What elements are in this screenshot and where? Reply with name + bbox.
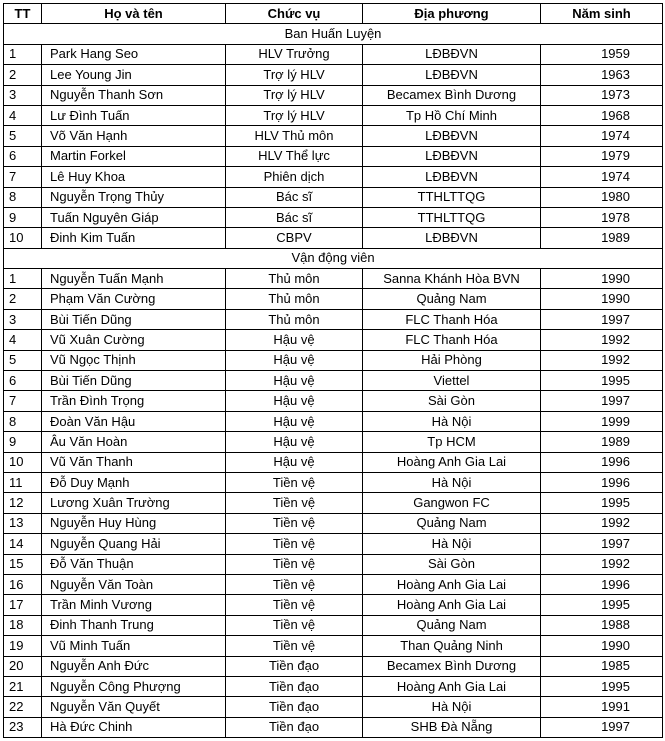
cell-role: Tiền đạo bbox=[226, 717, 363, 737]
cell-name: Nguyễn Văn Quyết bbox=[42, 697, 226, 717]
cell-place: Hà Nội bbox=[363, 472, 541, 492]
cell-tt: 23 bbox=[4, 717, 42, 737]
cell-tt: 6 bbox=[4, 146, 42, 166]
table-row bbox=[4, 656, 663, 676]
cell-place: TTHLTTQG bbox=[363, 187, 541, 207]
cell-tt: 2 bbox=[4, 65, 42, 85]
table-row bbox=[4, 676, 663, 696]
cell-tt: 21 bbox=[4, 676, 42, 696]
cell-place: Tp Hồ Chí Minh bbox=[363, 105, 541, 125]
cell-place: LĐBĐVN bbox=[363, 44, 541, 64]
cell-role: Trợ lý HLV bbox=[226, 85, 363, 105]
cell-tt: 1 bbox=[4, 269, 42, 289]
table-row bbox=[4, 350, 663, 370]
section-row bbox=[4, 248, 663, 268]
table-row bbox=[4, 717, 663, 737]
cell-role: Bác sĩ bbox=[226, 187, 363, 207]
cell-year: 1995 bbox=[541, 676, 663, 696]
table-row bbox=[4, 187, 663, 207]
table-row bbox=[4, 411, 663, 431]
cell-role: Tiền vệ bbox=[226, 554, 363, 574]
cell-year: 1997 bbox=[541, 717, 663, 737]
cell-name: Nguyễn Anh Đức bbox=[42, 656, 226, 676]
cell-role: Tiền vệ bbox=[226, 636, 363, 656]
cell-name: Park Hang Seo bbox=[42, 44, 226, 64]
roster-body bbox=[4, 24, 663, 738]
cell-place: LĐBĐVN bbox=[363, 126, 541, 146]
cell-role: Tiền vệ bbox=[226, 615, 363, 635]
header-row bbox=[4, 4, 663, 24]
cell-place: LĐBĐVN bbox=[363, 228, 541, 248]
cell-place: Tp HCM bbox=[363, 432, 541, 452]
cell-year: 1999 bbox=[541, 411, 663, 431]
cell-tt: 8 bbox=[4, 187, 42, 207]
cell-tt: 9 bbox=[4, 207, 42, 227]
cell-name: Vũ Ngọc Thịnh bbox=[42, 350, 226, 370]
table-row bbox=[4, 207, 663, 227]
cell-role: Tiền đạo bbox=[226, 656, 363, 676]
cell-name: Trần Đình Trọng bbox=[42, 391, 226, 411]
cell-place: Hà Nội bbox=[363, 697, 541, 717]
roster-table bbox=[3, 3, 663, 738]
header-tt: TT bbox=[4, 4, 42, 24]
cell-name: Đinh Thanh Trung bbox=[42, 615, 226, 635]
table-row bbox=[4, 534, 663, 554]
section-title: Ban Huấn Luyện bbox=[4, 24, 663, 44]
cell-year: 1990 bbox=[541, 636, 663, 656]
cell-role: Thủ môn bbox=[226, 309, 363, 329]
cell-name: Nguyễn Trọng Thủy bbox=[42, 187, 226, 207]
cell-year: 1995 bbox=[541, 493, 663, 513]
table-row bbox=[4, 432, 663, 452]
cell-name: Đoàn Văn Hậu bbox=[42, 411, 226, 431]
cell-year: 1996 bbox=[541, 452, 663, 472]
cell-role: Hậu vệ bbox=[226, 330, 363, 350]
cell-year: 1995 bbox=[541, 595, 663, 615]
cell-place: Quảng Nam bbox=[363, 615, 541, 635]
cell-tt: 12 bbox=[4, 493, 42, 513]
cell-place: Hoàng Anh Gia Lai bbox=[363, 574, 541, 594]
cell-place: Viettel bbox=[363, 371, 541, 391]
cell-tt: 7 bbox=[4, 167, 42, 187]
cell-name: Lư Đình Tuấn bbox=[42, 105, 226, 125]
table-row bbox=[4, 309, 663, 329]
cell-year: 1988 bbox=[541, 615, 663, 635]
cell-place: SHB Đà Nẵng bbox=[363, 717, 541, 737]
table-row bbox=[4, 126, 663, 146]
cell-name: Vũ Văn Thanh bbox=[42, 452, 226, 472]
cell-tt: 1 bbox=[4, 44, 42, 64]
cell-role: Hậu vệ bbox=[226, 391, 363, 411]
cell-name: Lương Xuân Trường bbox=[42, 493, 226, 513]
cell-year: 1996 bbox=[541, 472, 663, 492]
cell-role: Tiền vệ bbox=[226, 513, 363, 533]
cell-role: Tiền vệ bbox=[226, 493, 363, 513]
table-row bbox=[4, 697, 663, 717]
cell-role: Thủ môn bbox=[226, 269, 363, 289]
cell-place: Hà Nội bbox=[363, 411, 541, 431]
cell-name: Âu Văn Hoàn bbox=[42, 432, 226, 452]
cell-tt: 3 bbox=[4, 85, 42, 105]
cell-place: TTHLTTQG bbox=[363, 207, 541, 227]
table-row bbox=[4, 391, 663, 411]
cell-year: 1997 bbox=[541, 391, 663, 411]
cell-year: 1992 bbox=[541, 513, 663, 533]
table-row bbox=[4, 269, 663, 289]
cell-tt: 6 bbox=[4, 371, 42, 391]
cell-place: Than Quảng Ninh bbox=[363, 636, 541, 656]
cell-tt: 9 bbox=[4, 432, 42, 452]
cell-name: Nguyễn Tuấn Mạnh bbox=[42, 269, 226, 289]
cell-year: 1995 bbox=[541, 371, 663, 391]
cell-year: 1997 bbox=[541, 309, 663, 329]
cell-year: 1996 bbox=[541, 574, 663, 594]
cell-role: Thủ môn bbox=[226, 289, 363, 309]
cell-name: Vũ Xuân Cường bbox=[42, 330, 226, 350]
cell-year: 1980 bbox=[541, 187, 663, 207]
cell-place: Hoàng Anh Gia Lai bbox=[363, 676, 541, 696]
table-row bbox=[4, 146, 663, 166]
cell-place: LĐBĐVN bbox=[363, 146, 541, 166]
cell-name: Trần Minh Vương bbox=[42, 595, 226, 615]
cell-role: HLV Thể lực bbox=[226, 146, 363, 166]
cell-place: Becamex Bình Dương bbox=[363, 656, 541, 676]
table-row bbox=[4, 85, 663, 105]
cell-name: Lê Huy Khoa bbox=[42, 167, 226, 187]
table-row bbox=[4, 513, 663, 533]
table-row bbox=[4, 574, 663, 594]
cell-name: Nguyễn Công Phượng bbox=[42, 676, 226, 696]
table-row bbox=[4, 330, 663, 350]
cell-name: Lee Young Jin bbox=[42, 65, 226, 85]
table-row bbox=[4, 371, 663, 391]
cell-place: Hải Phòng bbox=[363, 350, 541, 370]
cell-name: Nguyễn Văn Toàn bbox=[42, 574, 226, 594]
table-row bbox=[4, 595, 663, 615]
cell-name: Nguyễn Huy Hùng bbox=[42, 513, 226, 533]
cell-year: 1973 bbox=[541, 85, 663, 105]
cell-tt: 17 bbox=[4, 595, 42, 615]
cell-place: Sanna Khánh Hòa BVN bbox=[363, 269, 541, 289]
cell-tt: 22 bbox=[4, 697, 42, 717]
cell-year: 1991 bbox=[541, 697, 663, 717]
cell-tt: 18 bbox=[4, 615, 42, 635]
cell-name: Võ Văn Hạnh bbox=[42, 126, 226, 146]
cell-place: Gangwon FC bbox=[363, 493, 541, 513]
cell-place: FLC Thanh Hóa bbox=[363, 330, 541, 350]
cell-role: Tiền đạo bbox=[226, 676, 363, 696]
table-row bbox=[4, 554, 663, 574]
table-row bbox=[4, 105, 663, 125]
cell-year: 1963 bbox=[541, 65, 663, 85]
cell-name: Nguyễn Thanh Sơn bbox=[42, 85, 226, 105]
table-row bbox=[4, 289, 663, 309]
cell-name: Vũ Minh Tuấn bbox=[42, 636, 226, 656]
cell-year: 1997 bbox=[541, 534, 663, 554]
table-row bbox=[4, 44, 663, 64]
cell-tt: 7 bbox=[4, 391, 42, 411]
header-name: Họ và tên bbox=[42, 4, 226, 24]
table-row bbox=[4, 472, 663, 492]
table-row bbox=[4, 65, 663, 85]
cell-year: 1985 bbox=[541, 656, 663, 676]
header-place: Địa phương bbox=[363, 4, 541, 24]
cell-name: Bùi Tiến Dũng bbox=[42, 309, 226, 329]
header-year: Năm sinh bbox=[541, 4, 663, 24]
cell-place: Hoàng Anh Gia Lai bbox=[363, 452, 541, 472]
table-row bbox=[4, 167, 663, 187]
cell-role: Tiền vệ bbox=[226, 472, 363, 492]
table-row bbox=[4, 228, 663, 248]
cell-year: 1974 bbox=[541, 167, 663, 187]
table-row bbox=[4, 615, 663, 635]
cell-name: Tuấn Nguyên Giáp bbox=[42, 207, 226, 227]
cell-year: 1989 bbox=[541, 228, 663, 248]
cell-tt: 11 bbox=[4, 472, 42, 492]
table-row bbox=[4, 636, 663, 656]
table-row bbox=[4, 493, 663, 513]
cell-tt: 4 bbox=[4, 105, 42, 125]
cell-role: HLV Trưởng bbox=[226, 44, 363, 64]
cell-tt: 10 bbox=[4, 228, 42, 248]
cell-year: 1979 bbox=[541, 146, 663, 166]
cell-tt: 8 bbox=[4, 411, 42, 431]
cell-place: LĐBĐVN bbox=[363, 167, 541, 187]
cell-tt: 3 bbox=[4, 309, 42, 329]
cell-place: FLC Thanh Hóa bbox=[363, 309, 541, 329]
cell-role: Hậu vệ bbox=[226, 350, 363, 370]
cell-name: Bùi Tiến Dũng bbox=[42, 371, 226, 391]
cell-year: 1992 bbox=[541, 350, 663, 370]
cell-place: Sài Gòn bbox=[363, 391, 541, 411]
cell-tt: 10 bbox=[4, 452, 42, 472]
cell-place: Becamex Bình Dương bbox=[363, 85, 541, 105]
section-row bbox=[4, 24, 663, 44]
cell-tt: 4 bbox=[4, 330, 42, 350]
cell-year: 1959 bbox=[541, 44, 663, 64]
cell-role: Phiên dịch bbox=[226, 167, 363, 187]
cell-name: Martin Forkel bbox=[42, 146, 226, 166]
cell-year: 1974 bbox=[541, 126, 663, 146]
cell-role: Tiền vệ bbox=[226, 574, 363, 594]
cell-tt: 15 bbox=[4, 554, 42, 574]
cell-tt: 16 bbox=[4, 574, 42, 594]
cell-name: Hà Đức Chinh bbox=[42, 717, 226, 737]
cell-place: Hà Nội bbox=[363, 534, 541, 554]
cell-place: Sài Gòn bbox=[363, 554, 541, 574]
cell-name: Nguyễn Quang Hải bbox=[42, 534, 226, 554]
cell-role: Tiền vệ bbox=[226, 534, 363, 554]
cell-role: Hậu vệ bbox=[226, 371, 363, 391]
cell-tt: 2 bbox=[4, 289, 42, 309]
cell-role: Tiền đạo bbox=[226, 697, 363, 717]
table-row bbox=[4, 452, 663, 472]
cell-year: 1978 bbox=[541, 207, 663, 227]
cell-tt: 20 bbox=[4, 656, 42, 676]
cell-role: CBPV bbox=[226, 228, 363, 248]
cell-year: 1990 bbox=[541, 289, 663, 309]
cell-place: LĐBĐVN bbox=[363, 65, 541, 85]
cell-role: Hậu vệ bbox=[226, 411, 363, 431]
cell-role: Trợ lý HLV bbox=[226, 65, 363, 85]
header-role: Chức vụ bbox=[226, 4, 363, 24]
cell-role: Bác sĩ bbox=[226, 207, 363, 227]
cell-role: Tiền vệ bbox=[226, 595, 363, 615]
cell-name: Đỗ Duy Mạnh bbox=[42, 472, 226, 492]
cell-role: Hậu vệ bbox=[226, 452, 363, 472]
cell-role: Hậu vệ bbox=[226, 432, 363, 452]
cell-tt: 5 bbox=[4, 350, 42, 370]
cell-name: Đỗ Văn Thuận bbox=[42, 554, 226, 574]
cell-place: Quảng Nam bbox=[363, 289, 541, 309]
cell-tt: 14 bbox=[4, 534, 42, 554]
cell-role: Trợ lý HLV bbox=[226, 105, 363, 125]
cell-year: 1968 bbox=[541, 105, 663, 125]
cell-year: 1992 bbox=[541, 330, 663, 350]
cell-place: Quảng Nam bbox=[363, 513, 541, 533]
cell-tt: 5 bbox=[4, 126, 42, 146]
cell-year: 1990 bbox=[541, 269, 663, 289]
cell-name: Phạm Văn Cường bbox=[42, 289, 226, 309]
cell-year: 1989 bbox=[541, 432, 663, 452]
cell-name: Đinh Kim Tuấn bbox=[42, 228, 226, 248]
cell-place: Hoàng Anh Gia Lai bbox=[363, 595, 541, 615]
cell-role: HLV Thủ môn bbox=[226, 126, 363, 146]
section-title: Vận động viên bbox=[4, 248, 663, 268]
cell-tt: 13 bbox=[4, 513, 42, 533]
cell-tt: 19 bbox=[4, 636, 42, 656]
cell-year: 1992 bbox=[541, 554, 663, 574]
